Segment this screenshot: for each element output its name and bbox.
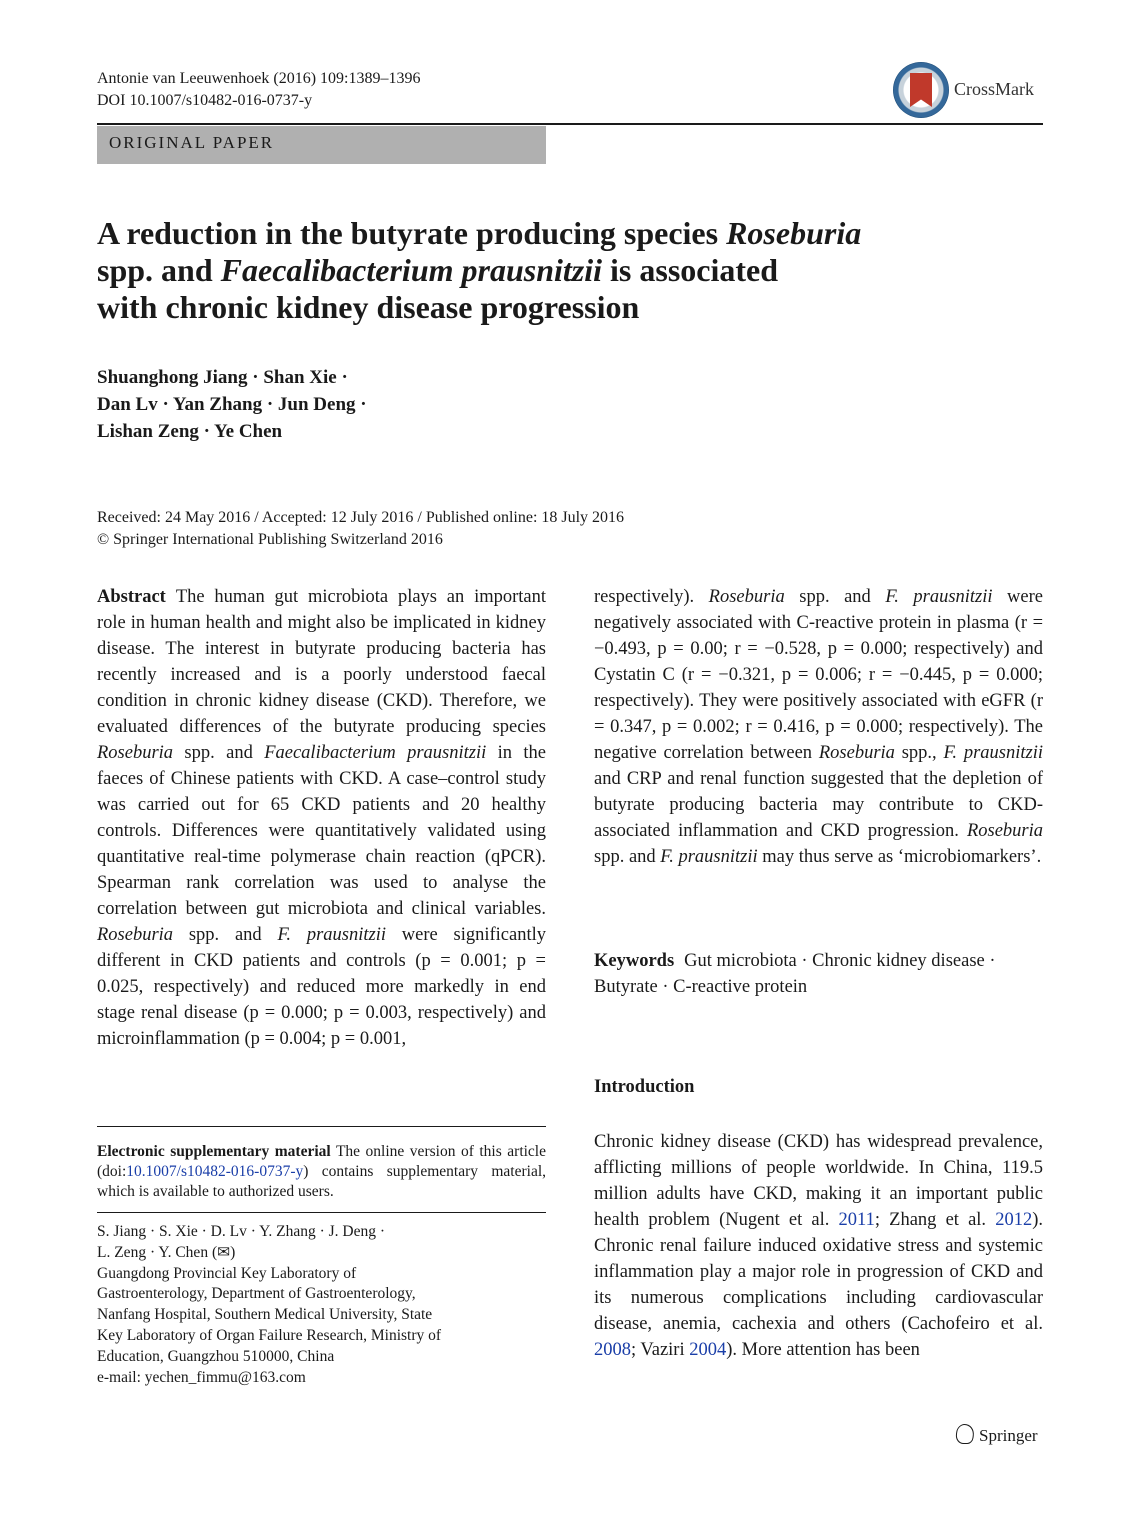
paper-title xyxy=(97,215,997,326)
abstract-part-2: respectively). Roseburia spp. and F. prausnitzii were negatively associated with C-reactive protein in plasma (r = −0.493, p = 0.00; r = −0.528, p = 0.000; respectively) and Cystatin C (r = −0.321, p = 0.006; r = −0.445, p = 0.000; respectively). They were positively associated with eGFR (r = 0.347, p = 0.002; r = 0.416, p = 0.000; respectively). The negative correlation between Roseburia spp., F. prausnitzii and CRP and renal function suggested that the depletion of butyrate producing bacteria may contribute to CKD-associated inflammation and CKD progression. Roseburia spp. and F. prausnitzii may thus serve as ‘microbiomarkers’. xyxy=(594,587,1044,867)
author-line-1: Shuanghong Jiang · Shan Xie · xyxy=(97,367,348,388)
citation-link[interactable]: 2008 xyxy=(594,1340,631,1360)
introduction-heading: Introduction xyxy=(594,1077,695,1097)
abstract-heading: Abstract xyxy=(97,587,166,607)
abstract-part-1: Abstract The human gut microbiota plays an important role in human health and might also be implicated in kidney disease. The interest in butyrate producing bacteria has recently increased and is a poorly understood faecal condition in chronic kidney disease (CKD). Therefore, we evaluated differences of the butyrate producing species Roseburia spp. and Faecalibacterium prausnitzii in the faeces of Chinese patients with CKD. A case–control study was carried out for 65 CKD patients and 20 healthy controls. Differences were quantitatively validated using quantitative real-time polymerase chain reaction (qPCR). Spearman rank correlation was used to analyse the correlation between gut microbiota and clinical variables. Roseburia spp. and F. prausnitzii were significantly different in CKD patients and controls (p = 0.001; p = 0.025, respectively) and reduced more markedly in end stage renal disease (p = 0.000; p = 0.003, respectively) and microinflammation (p = 0.004; p = 0.001, xyxy=(97,587,546,1049)
affiliation-line: Nanfang Hospital, Southern Medical University, State xyxy=(97,1306,433,1324)
title-line-2: spp. and Faecalibacterium prausnitzii is associated xyxy=(97,252,779,288)
affiliation-line: Gastroenterology, Department of Gastroenterology, xyxy=(97,1285,416,1303)
history-dates: Received: 24 May 2016 / Accepted: 12 July 2016 / Published online: 18 July 2016 xyxy=(97,509,625,526)
supplementary-note: Electronic supplementary material The online version of this article (doi:10.1007/s10482-016-0737-y) contains supplementary material, which is available to authorized users. xyxy=(97,1143,546,1200)
keywords-heading: Keywords xyxy=(594,951,675,971)
email-line: e-mail: yechen_fimmu@163.com xyxy=(97,1368,306,1386)
doi-link[interactable]: 10.1007/s10482-016-0737-y xyxy=(126,1163,304,1180)
journal-header xyxy=(97,68,420,112)
footnote-rule xyxy=(97,1126,546,1127)
crossmark-badge[interactable] xyxy=(893,62,1045,120)
affiliation-line: S. Jiang · S. Xie · D. Lv · Y. Zhang · J. Deng · xyxy=(97,1223,386,1240)
keywords-text: Gut microbiota · Chronic kidney disease · Butyrate · C-reactive protein xyxy=(594,951,996,997)
affiliation-block xyxy=(97,1222,546,1388)
affiliation-line: Guangdong Provincial Key Laboratory of xyxy=(97,1264,357,1282)
title-line-1: A reduction in the butyrate producing species Roseburia xyxy=(97,215,862,251)
section-label-text: ORIGINAL PAPER xyxy=(109,133,275,152)
affiliation-line: Key Laboratory of Organ Failure Research, Ministry of xyxy=(97,1326,442,1344)
publication-dates xyxy=(97,507,624,551)
author-line-3: Lishan Zeng · Ye Chen xyxy=(97,421,283,442)
header-rule xyxy=(97,123,1043,125)
esm-heading: Electronic supplementary material xyxy=(97,1143,331,1160)
affiliation-rule xyxy=(97,1212,546,1213)
title-line-3: with chronic kidney disease progression xyxy=(97,289,640,325)
affiliation-line: L. Zeng · Y. Chen (✉) xyxy=(97,1243,236,1261)
author-line-2: Dan Lv · Yan Zhang · Jun Deng · xyxy=(97,394,367,415)
author-list xyxy=(97,364,367,445)
crossmark-label: CrossMark xyxy=(954,79,1034,99)
copyright-line: © Springer International Publishing Switzerland 2016 xyxy=(97,531,443,548)
doi-line: DOI 10.1007/s10482-016-0737-y xyxy=(97,92,313,109)
keywords xyxy=(594,948,1043,1000)
journal-citation: Antonie van Leeuwenhoek (2016) 109:1389–1396 xyxy=(97,70,421,87)
affiliation-line: Education, Guangzhou 510000, China xyxy=(97,1347,335,1365)
citation-link[interactable]: 2011 xyxy=(838,1210,875,1230)
section-label xyxy=(97,126,546,164)
citation-link[interactable]: 2012 xyxy=(995,1210,1033,1230)
citation-link[interactable]: 2004 xyxy=(689,1340,727,1360)
springer-horse-icon xyxy=(955,1424,976,1444)
publisher-name: Springer xyxy=(979,1426,1038,1445)
introduction-body: Chronic kidney disease (CKD) has widespread prevalence, afflicting millions of people worldwide. In China, 119.5 million adults have CKD, making it an important public health problem (Nugent et al. 2011; Zhang et al. 2012). Chronic renal failure induced oxidative stress and systemic inflammation play a major role in progression of CKD and its numerous complications including cardiovascular disease, anemia, cachexia and others (Cachofeiro et al. 2008; Vaziri 2004). More attention has been xyxy=(594,1132,1043,1360)
publisher-logo xyxy=(956,1424,1038,1446)
